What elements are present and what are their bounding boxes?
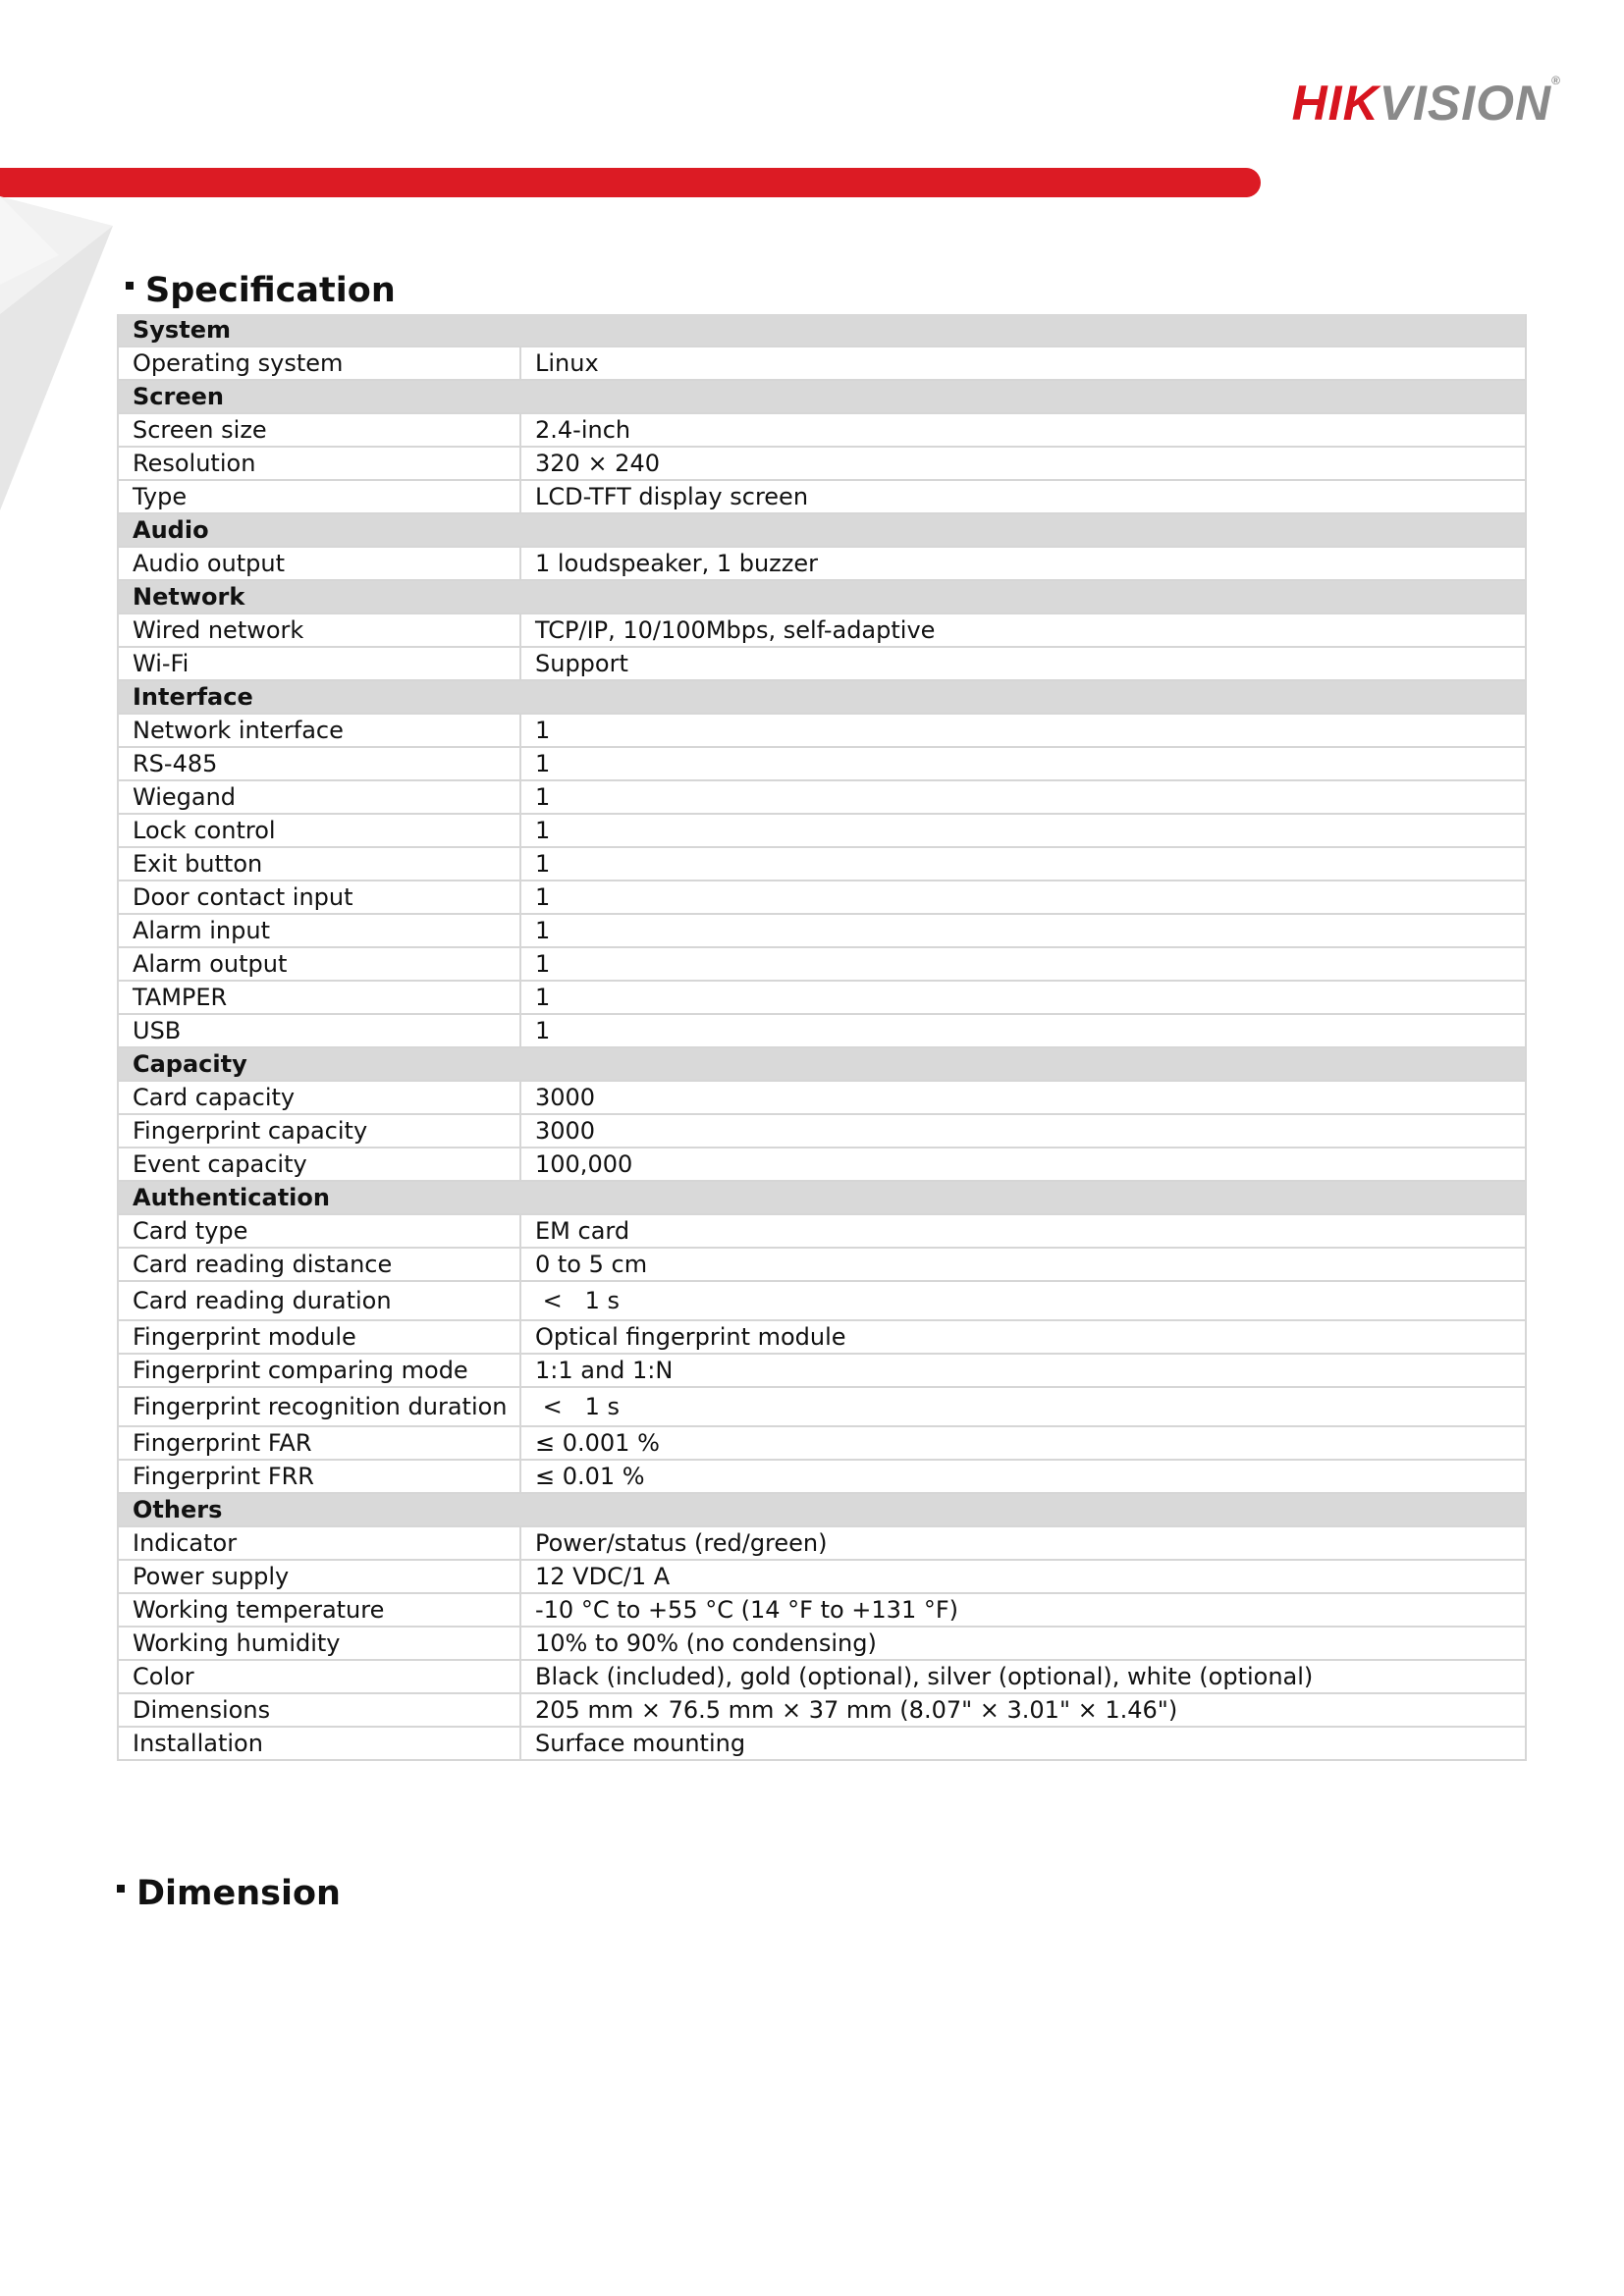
spec-group-heading: Network: [118, 580, 1526, 614]
spec-value: Optical fingerprint module: [520, 1320, 1526, 1354]
spec-label: Working humidity: [118, 1627, 520, 1660]
spec-row: [118, 647, 1526, 680]
heading-bullet: [126, 282, 134, 290]
spec-row: [118, 1660, 1526, 1693]
spec-value: 1: [520, 780, 1526, 814]
spec-label: Indicator: [118, 1526, 520, 1560]
spec-label: Working temperature: [118, 1593, 520, 1627]
spec-row: [118, 447, 1526, 480]
spec-group-row: [118, 380, 1526, 413]
spec-value: < 1 s: [520, 1387, 1526, 1426]
spec-row: [118, 1426, 1526, 1460]
spec-value: 3000: [520, 1081, 1526, 1114]
spec-value: 1: [520, 714, 1526, 747]
spec-label: Fingerprint comparing mode: [118, 1354, 520, 1387]
spec-label: Lock control: [118, 814, 520, 847]
heading-bullet: [117, 1885, 125, 1893]
spec-row: [118, 1281, 1526, 1320]
spec-row: [118, 347, 1526, 380]
spec-label: Fingerprint module: [118, 1320, 520, 1354]
spec-row: [118, 1460, 1526, 1493]
spec-value: Power/status (red/green): [520, 1526, 1526, 1560]
spec-row: [118, 547, 1526, 580]
spec-row: [118, 914, 1526, 947]
spec-value: 100,000: [520, 1148, 1526, 1181]
spec-value: 3000: [520, 1114, 1526, 1148]
spec-group-row: [118, 1493, 1526, 1526]
spec-row: [118, 1560, 1526, 1593]
spec-value: 1 loudspeaker, 1 buzzer: [520, 547, 1526, 580]
hikvision-logo: [1291, 74, 1561, 131]
spec-group-row: [118, 314, 1526, 347]
spec-label: Operating system: [118, 347, 520, 380]
spec-row: [118, 413, 1526, 447]
spec-group-heading: Capacity: [118, 1047, 1526, 1081]
spec-value: 205 mm × 76.5 mm × 37 mm (8.07" × 3.01" × 1.46"): [520, 1693, 1526, 1727]
spec-row: [118, 1081, 1526, 1114]
spec-label: Audio output: [118, 547, 520, 580]
spec-group-row: [118, 580, 1526, 614]
spec-value: 1: [520, 1014, 1526, 1047]
spec-label: Fingerprint FRR: [118, 1460, 520, 1493]
spec-label: Fingerprint FAR: [118, 1426, 520, 1460]
spec-row: [118, 1148, 1526, 1181]
spec-value: Surface mounting: [520, 1727, 1526, 1760]
spec-group-heading: Screen: [118, 380, 1526, 413]
spec-label: TAMPER: [118, 981, 520, 1014]
spec-value: LCD-TFT display screen: [520, 480, 1526, 513]
header-red-bar: [0, 168, 1261, 197]
spec-row: [118, 814, 1526, 847]
spec-label: Wiegand: [118, 780, 520, 814]
spec-row: [118, 1114, 1526, 1148]
spec-group-row: [118, 1181, 1526, 1214]
spec-row: [118, 1354, 1526, 1387]
spec-label: Card type: [118, 1214, 520, 1248]
spec-label: Card reading distance: [118, 1248, 520, 1281]
spec-value: -10 °C to +55 °C (14 °F to +131 °F): [520, 1593, 1526, 1627]
spec-label: Resolution: [118, 447, 520, 480]
spec-row: [118, 1727, 1526, 1760]
spec-row: [118, 981, 1526, 1014]
spec-group-row: [118, 513, 1526, 547]
spec-value: 1: [520, 981, 1526, 1014]
spec-label: Wired network: [118, 614, 520, 647]
spec-value: 0 to 5 cm: [520, 1248, 1526, 1281]
dimension-heading: [117, 1874, 341, 1913]
spec-value: 1: [520, 881, 1526, 914]
spec-label: Network interface: [118, 714, 520, 747]
spec-value: 10% to 90% (no condensing): [520, 1627, 1526, 1660]
spec-value: 1: [520, 847, 1526, 881]
trademark-mark: ®: [1551, 74, 1561, 87]
spec-row: [118, 614, 1526, 647]
spec-row: [118, 1014, 1526, 1047]
spec-row: [118, 847, 1526, 881]
spec-value: 2.4-inch: [520, 413, 1526, 447]
spec-row: [118, 714, 1526, 747]
logo-text-primary: HIK: [1291, 76, 1380, 131]
spec-label: USB: [118, 1014, 520, 1047]
spec-row: [118, 747, 1526, 780]
spec-value: ≤ 0.01 %: [520, 1460, 1526, 1493]
spec-label: RS-485: [118, 747, 520, 780]
spec-value: Support: [520, 647, 1526, 680]
spec-label: Card capacity: [118, 1081, 520, 1114]
spec-row: [118, 1248, 1526, 1281]
spec-value: 320 × 240: [520, 447, 1526, 480]
spec-group-heading: Others: [118, 1493, 1526, 1526]
spec-row: [118, 480, 1526, 513]
spec-row: [118, 1320, 1526, 1354]
spec-row: [118, 1214, 1526, 1248]
spec-value: < 1 s: [520, 1281, 1526, 1320]
spec-value: EM card: [520, 1214, 1526, 1248]
spec-row: [118, 1387, 1526, 1426]
spec-value: 1: [520, 914, 1526, 947]
spec-label: Card reading duration: [118, 1281, 520, 1320]
spec-row: [118, 1526, 1526, 1560]
spec-value: 12 VDC/1 A: [520, 1560, 1526, 1593]
spec-group-row: [118, 680, 1526, 714]
spec-label: Fingerprint recognition duration: [118, 1387, 520, 1426]
spec-row: [118, 780, 1526, 814]
spec-value: ≤ 0.001 %: [520, 1426, 1526, 1460]
spec-label: Alarm output: [118, 947, 520, 981]
spec-group-heading: Audio: [118, 513, 1526, 547]
spec-row: [118, 1593, 1526, 1627]
spec-label: Door contact input: [118, 881, 520, 914]
spec-row: [118, 1627, 1526, 1660]
spec-value: 1: [520, 814, 1526, 847]
spec-value: 1: [520, 747, 1526, 780]
spec-label: Installation: [118, 1727, 520, 1760]
spec-label: Wi-Fi: [118, 647, 520, 680]
spec-row: [118, 881, 1526, 914]
spec-value: 1: [520, 947, 1526, 981]
spec-label: Alarm input: [118, 914, 520, 947]
spec-value: Black (included), gold (optional), silver (optional), white (optional): [520, 1660, 1526, 1693]
spec-group-heading: System: [118, 314, 1526, 347]
spec-row: [118, 1693, 1526, 1727]
spec-label: Type: [118, 480, 520, 513]
specification-heading: [126, 271, 396, 310]
spec-group-row: [118, 1047, 1526, 1081]
dimension-heading-text: Dimension: [136, 1874, 341, 1913]
spec-label: Screen size: [118, 413, 520, 447]
spec-value: 1:1 and 1:N: [520, 1354, 1526, 1387]
spec-value: TCP/IP, 10/100Mbps, self-adaptive: [520, 614, 1526, 647]
spec-label: Event capacity: [118, 1148, 520, 1181]
specification-table: [117, 314, 1527, 1761]
spec-group-heading: Authentication: [118, 1181, 1526, 1214]
decorative-triangles: [0, 196, 118, 520]
spec-value: Linux: [520, 347, 1526, 380]
spec-group-heading: Interface: [118, 680, 1526, 714]
logo-text-secondary: VISION: [1379, 76, 1552, 131]
spec-label: Color: [118, 1660, 520, 1693]
specification-heading-text: Specification: [145, 271, 396, 310]
spec-label: Power supply: [118, 1560, 520, 1593]
spec-label: Fingerprint capacity: [118, 1114, 520, 1148]
spec-label: Exit button: [118, 847, 520, 881]
spec-row: [118, 947, 1526, 981]
spec-label: Dimensions: [118, 1693, 520, 1727]
